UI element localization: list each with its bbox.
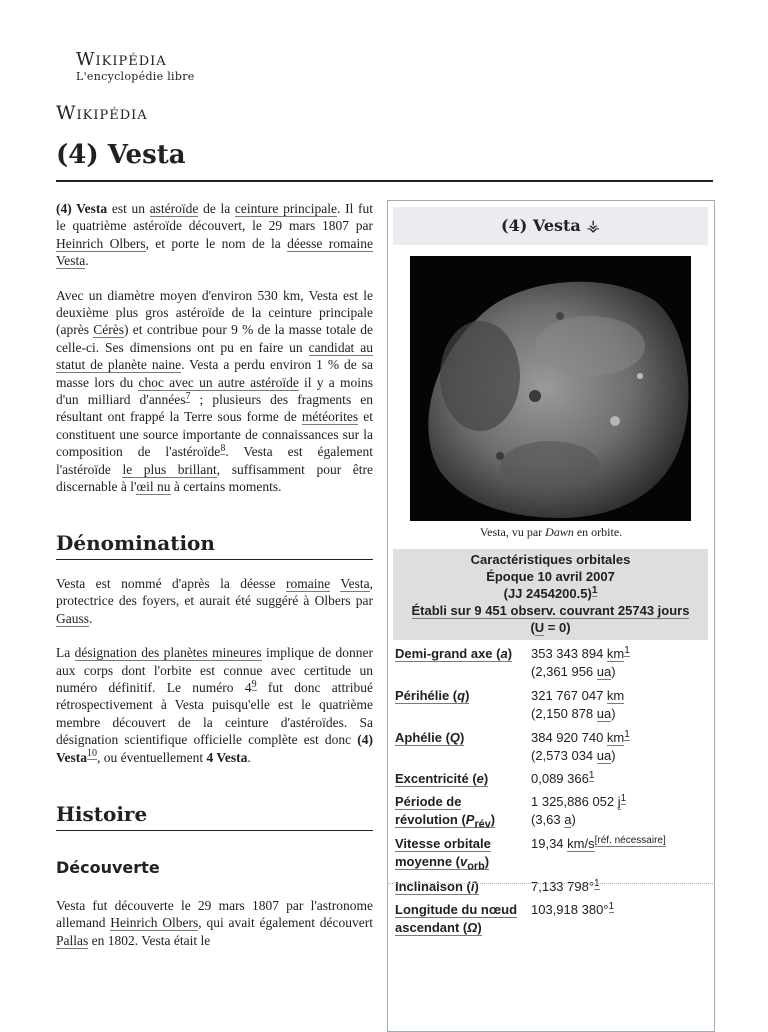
wikipedia-wordmark: Wikipédia (76, 49, 167, 70)
link-ceres[interactable]: Cérès (93, 322, 125, 338)
row-value: 19,34 km/s[réf. nécessaire] (531, 834, 666, 851)
unit-link[interactable]: km/s (567, 836, 595, 851)
heading-decouverte: Découverte (56, 858, 160, 877)
link-planete-naine[interactable]: candidat au statut de planète naine (56, 339, 373, 373)
infobox-title: (4) Vesta ⚶ (393, 207, 708, 245)
unit-link[interactable]: km (606, 688, 625, 703)
row-label (395, 687, 525, 705)
row-label (395, 878, 525, 896)
unit-link[interactable]: km (606, 646, 625, 661)
row-value: 321 767 047 km (2,150 878 ua) (531, 688, 625, 721)
unit-link[interactable]: j (617, 794, 621, 809)
ref-link[interactable]: 1 (608, 900, 615, 912)
intro-paragraph-2: Avec un diamètre moyen d'environ 530 km, Vesta est le deuxième plus gros astéroïde de la ceinture principale (après Cérès) et contribue pour 9 % de la masse totale de celle-ci. Ses dimensions ont pu en faire un candidat au statut de planète naine. Vesta a perdu environ 1 % de sa masse lors du choc avec un autre astéroïde il y a moins d'un milliard d'années$^7$ ; plusieurs des fragments en résultant ont frappé la Terre sous forme de météorites et constituent une source importante de connaissances sur la composition de l'astéroïde$^8$. Vesta est également l'astéroïde le plus brillant, suffisamment pour être discernable à l'œil nu à certains moments. (56, 287, 374, 495)
row-value: 103,918 380°$^1$ (531, 900, 615, 917)
wikipedia-logo[interactable] (76, 50, 195, 84)
row-label (395, 645, 525, 663)
ref-link[interactable]: 1 (624, 728, 630, 740)
row-label-link[interactable]: Périhélie (q) (395, 688, 470, 703)
link-observations[interactable]: Établi sur 9 451 observ. couvrant 25743 jours (411, 603, 690, 618)
row-label-link[interactable]: Aphélie (Q) (395, 730, 465, 745)
infobox (387, 200, 715, 1032)
link-asteroide[interactable]: astéroïde (149, 201, 199, 216)
ref-section-1[interactable]: 1 (591, 584, 598, 596)
orbital-characteristics-header: Caractéristiques orbitales Époque 10 avril 2007 (JJ 2454200.5)$^1$ Établi sur 9 451 observ. couvrant 25743 jours (U = 0) (393, 549, 708, 640)
ref-link[interactable]: 1 (588, 769, 595, 781)
unit-link[interactable]: ua (596, 664, 612, 679)
ref-link[interactable]: [réf. nécessaire] (594, 834, 666, 846)
unit-link[interactable]: ua (596, 706, 612, 721)
row-label (395, 729, 525, 747)
row-label-link[interactable]: Demi-grand axe (a) (395, 646, 513, 661)
wikipedia-wordmark-secondary[interactable]: Wikipédia (56, 102, 148, 124)
denomination-paragraph-2: La désignation des planètes mineures implique de donner aux corps dont l'orbite est connue avec certitude un numéro définitif. Le numéro $4^9$ fut donc attribué rétrospectivement à Vesta puisqu'elle est le quatrième membre découvert de la ceinture d'astéroïdes. Sa désignation scientifique officielle complète est donc (4) Vesta$^{10}$, ou éventuellement 4 Vesta. (56, 645, 373, 765)
link-deesse-romaine[interactable]: déesse romaine (287, 235, 373, 251)
link-heinrich-olbers-2[interactable]: Heinrich Olbers (110, 915, 199, 931)
dotted-divider (387, 883, 713, 884)
ref-10[interactable]: 10 (87, 748, 98, 760)
intro-paragraph-1: (4) Vesta est un astéroïde de la ceinture principale. Il fut le quatrième astéroïde découvert, le 29 mars 1807 par Heinrich Olbers, et porte le nom de la déesse romaine Vesta. (56, 201, 374, 269)
ref-link[interactable]: 1 (620, 792, 627, 804)
row-label-link[interactable]: Vitesse orbitale moyenne $(v_{orb})$ (395, 836, 491, 873)
wikipedia-tagline: L'encyclopédie libre (76, 70, 195, 83)
row-label-link[interactable]: Inclinaison (i) (395, 879, 479, 894)
vesta-image-drawing (410, 256, 691, 521)
link-meteorites[interactable]: météorites (301, 409, 359, 425)
ref-9[interactable]: 9 (251, 678, 257, 690)
link-vesta[interactable]: Vesta (340, 576, 370, 591)
row-label (395, 770, 525, 788)
intro-section (56, 200, 373, 513)
unit-link[interactable]: km (606, 730, 625, 745)
row-value: 0,089 $366^1$ (531, 769, 595, 786)
vesta-symbol-icon: ⚶ (586, 216, 600, 235)
link-designation[interactable]: désignation des planètes mineures (74, 645, 262, 661)
link-pallas[interactable]: Pallas (56, 932, 89, 948)
ref-8[interactable]: 8 (220, 442, 226, 454)
link-gauss[interactable]: Gauss (56, 610, 89, 626)
row-label (395, 835, 525, 876)
row-label-link[interactable]: Excentricité (e) (395, 771, 489, 786)
title-divider (56, 180, 713, 182)
unit-link[interactable]: ua (596, 748, 612, 763)
link-vesta-deesse[interactable]: Vesta (56, 253, 86, 269)
link-ceinture-principale[interactable]: ceinture principale (234, 201, 338, 216)
image-caption: Vesta, vu par Dawn en orbite. (479, 525, 623, 539)
link-heinrich-olbers[interactable]: Heinrich Olbers (56, 235, 146, 251)
link-romaine[interactable]: romaine (285, 576, 331, 591)
row-label-link[interactable]: Longitude du nœud ascendant (Ω) (395, 902, 518, 935)
unit-link[interactable]: a (564, 812, 572, 827)
bold-term: (4) Vesta (56, 201, 108, 216)
row-label-link[interactable]: Période de révolution $(P_{rév})$ (395, 794, 496, 831)
link-choc[interactable]: choc avec un autre astéroïde (138, 374, 299, 390)
denomination-section (56, 575, 373, 783)
link-plus-brillant[interactable]: le plus brillant (122, 461, 217, 477)
ref-7[interactable]: 7 (185, 390, 191, 402)
link-u[interactable]: U (534, 620, 545, 635)
denomination-paragraph-1: Vesta est nommé d'après la déesse romaine Vesta, protectrice des foyers, et aurait été suggéré à Olbers par Gauss. (56, 576, 373, 626)
page-title: (4) Vesta (56, 140, 186, 170)
histoire-section (56, 897, 373, 966)
row-value: 353 343 894 $km^1$ (2,361 956 ua) (531, 644, 630, 679)
row-value: 7,133 798°$^1$ (531, 877, 600, 894)
row-label (395, 793, 525, 834)
vesta-image[interactable] (410, 256, 691, 521)
ref-link[interactable]: 1 (594, 877, 600, 889)
link-oeil-nu[interactable]: œil nu (136, 479, 171, 495)
heading-histoire: Histoire (56, 802, 373, 831)
row-value: 384 920 740 $km^1$ (2,573 034 ua) (531, 728, 630, 763)
heading-denomination: Dénomination (56, 531, 373, 560)
row-value: 1 325,886 052 $j^1$ (3,63 a) (531, 792, 627, 827)
ref-link[interactable]: 1 (624, 644, 630, 656)
histoire-paragraph-1: Vesta fut découverte le 29 mars 1807 par l'astronome allemand Heinrich Olbers, qui avait également découvert Pallas en 1802. Vesta était le (56, 898, 373, 948)
row-label (395, 901, 525, 937)
